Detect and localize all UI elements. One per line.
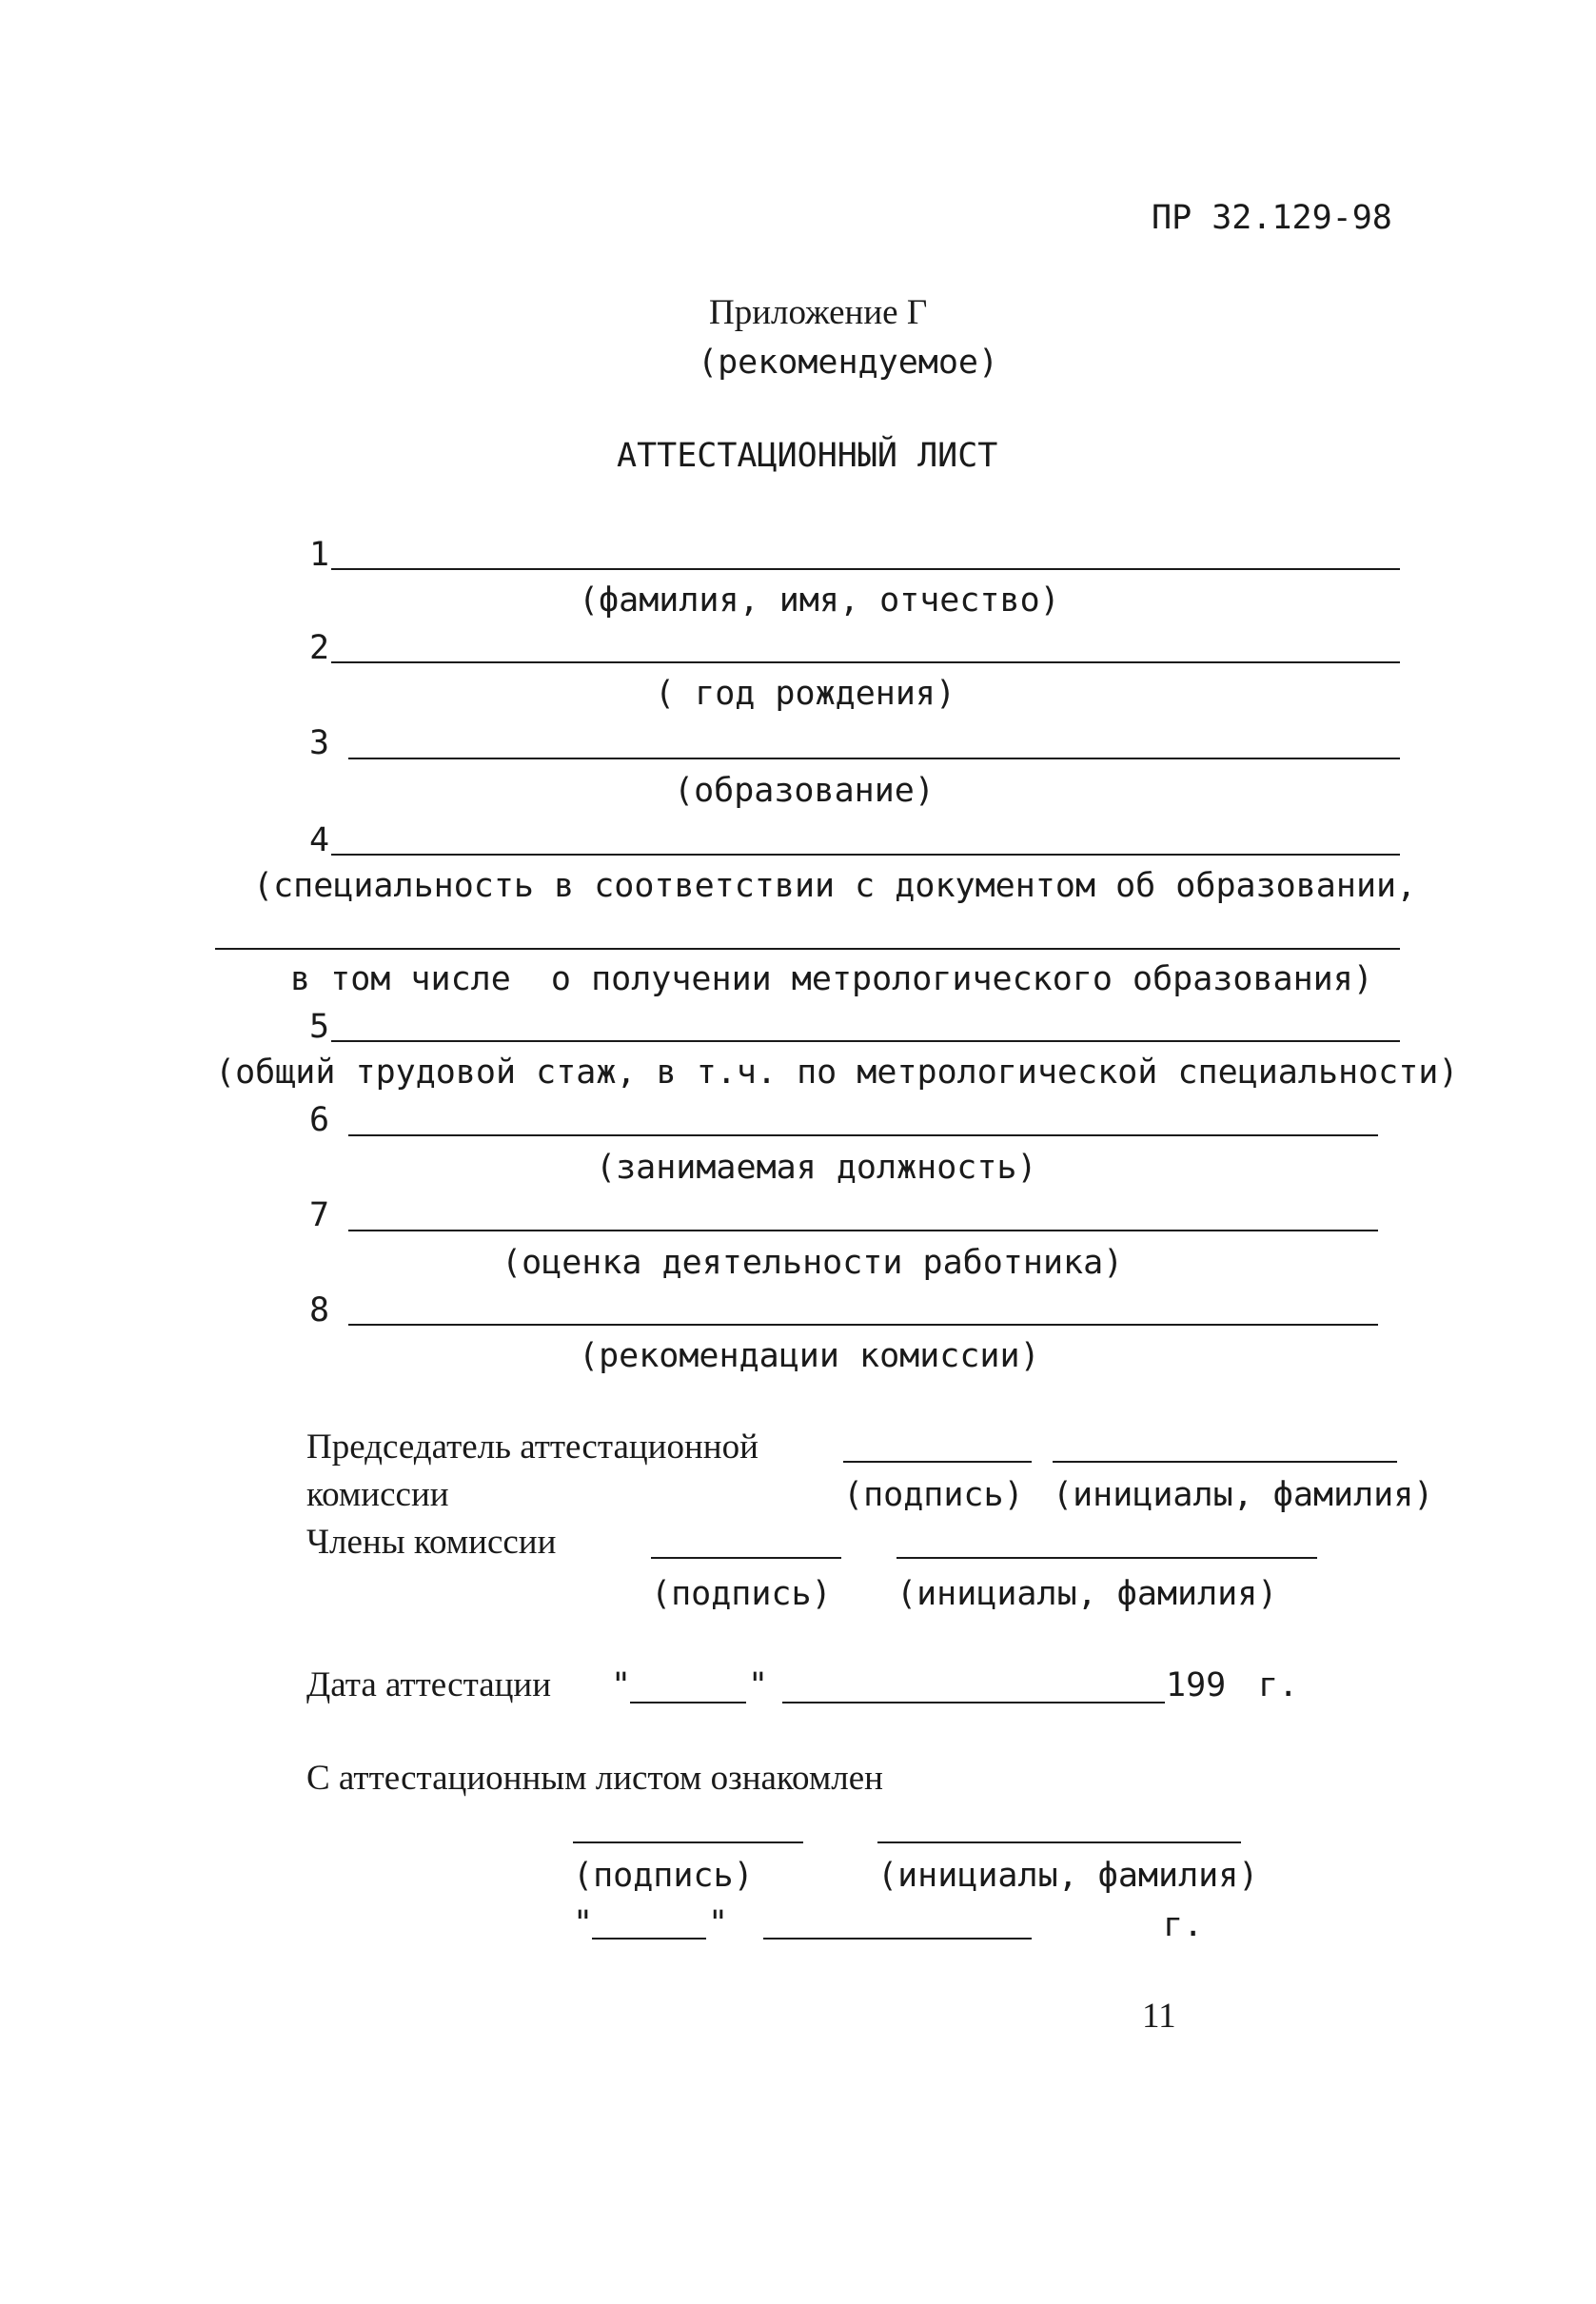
field-caption-8: (рекомендации комиссии) — [579, 1337, 1040, 1375]
date-month-line — [782, 1702, 1165, 1703]
form-title: АТТЕСТАЦИОННЫЙ ЛИСТ — [617, 437, 998, 475]
field-number-4: 4 — [309, 821, 330, 859]
field-caption-6: (занимаемая должность) — [596, 1149, 1037, 1187]
field-caption-5: (общий трудовой стаж, в т.ч. по метрологической специальности) — [215, 1054, 1459, 1092]
page-number: 11 — [1142, 1997, 1176, 2036]
ack-month-line — [763, 1938, 1032, 1940]
field-caption-2: ( год рождения) — [655, 675, 956, 713]
field-line-1 — [331, 568, 1400, 570]
field-number-1: 1 — [309, 536, 330, 574]
field-caption-3: (образование) — [674, 772, 935, 810]
date-open-quote: " — [611, 1666, 632, 1704]
field-line-7 — [348, 1230, 1378, 1231]
date-close-quote: " — [748, 1666, 769, 1704]
field-number-2: 2 — [309, 629, 330, 667]
chairman-label-2: комиссии — [306, 1475, 449, 1514]
chairman-name-caption: (инициалы, фамилия) — [1053, 1476, 1434, 1514]
field-caption-7: (оценка деятельности работника) — [502, 1244, 1124, 1282]
chairman-name-line — [1053, 1461, 1397, 1463]
field-number-7: 7 — [309, 1196, 330, 1234]
ack-name-caption: (инициалы, фамилия) — [877, 1857, 1259, 1895]
members-label: Члены комиссии — [306, 1523, 557, 1562]
ack-year-suffix: г. — [1163, 1906, 1204, 1944]
field-line-5 — [331, 1040, 1400, 1042]
ack-signature-caption: (подпись) — [573, 1857, 754, 1895]
members-signature-caption: (подпись) — [651, 1575, 832, 1613]
field-line-3 — [348, 758, 1400, 759]
appendix-title: Приложение Г — [709, 293, 928, 332]
field-number-6: 6 — [309, 1101, 330, 1139]
ack-name-line — [877, 1841, 1241, 1843]
field-line-4 — [331, 854, 1400, 856]
field-line-2 — [331, 661, 1400, 663]
field-number-5: 5 — [309, 1008, 330, 1046]
field-line-4b — [215, 948, 1400, 950]
members-name-line — [897, 1557, 1317, 1559]
ack-signature-line — [573, 1841, 803, 1843]
chairman-label: Председатель аттестационной — [306, 1428, 759, 1467]
field-caption-4b: в том числе о получении метрологического образования) — [290, 960, 1373, 998]
field-number-3: 3 — [309, 724, 330, 762]
field-line-8 — [348, 1324, 1378, 1326]
chairman-signature-line — [843, 1461, 1032, 1463]
members-signature-line — [651, 1557, 841, 1559]
date-day-line — [630, 1702, 746, 1703]
field-number-8: 8 — [309, 1291, 330, 1329]
ack-date-open-quote: " — [573, 1904, 594, 1942]
field-caption-1: (фамилия, имя, отчество) — [579, 581, 1060, 620]
date-year: 199 — [1166, 1666, 1227, 1704]
chairman-signature-caption: (подпись) — [843, 1476, 1024, 1514]
appendix-subtitle: (рекомендуемое) — [698, 344, 999, 382]
date-year-suffix: г. — [1258, 1666, 1299, 1704]
field-caption-4: (специальность в соответствии с документом об образовании, — [253, 867, 1417, 905]
date-label: Дата аттестации — [306, 1665, 552, 1704]
acknowledgement-label: С аттестационным листом ознакомлен — [306, 1759, 883, 1798]
document-code: ПР 32.129-98 — [1152, 199, 1392, 237]
members-name-caption: (инициалы, фамилия) — [897, 1575, 1278, 1613]
ack-day-line — [592, 1938, 706, 1940]
field-line-6 — [348, 1134, 1378, 1136]
ack-date-close-quote: " — [708, 1904, 729, 1942]
